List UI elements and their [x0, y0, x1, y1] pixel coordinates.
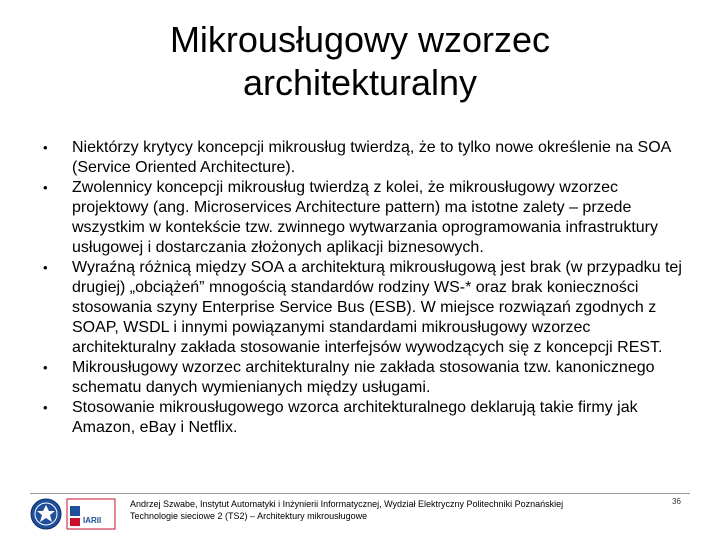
footer-author-line: Andrzej Szwabe, Instytut Automatyki i Inżynierii Informatycznej, Wydział Elektryczny Politechniki Poznańskiej	[130, 499, 564, 509]
bullet-text: Wyraźną różnicą między SOA a architekturą mikrousługową jest brak (w przypadku tej drugiej) „obciążeń” mnogością standardów rodziny WS-* oraz brak konieczności stosowania szyny Enterprise Service Bus (ESB). W miejsce rozwiązań zgodnych z SOAP, WSDL i innymi powiązanymi standardami mikrousługowy wzorzec architekturalny zakłada stosowanie interfejsów wywodzących się z koncepcji REST.	[72, 259, 682, 356]
iarii-logo-text: IARII	[83, 516, 102, 525]
bullet-text: Zwolennicy koncepcji mikrousług twierdzą z kolei, że mikrousługowy wzorzec projektowy (ang. Microservices Architecture pattern) ma istotne zalety – przede wszystkim w kontekście tzw. zwinnego wytwarzania oprogramowania infrastruktury usługowej i dostarczania złożonych aplikacji biznesowych.	[72, 179, 658, 256]
bullet-icon: •	[43, 180, 48, 195]
slide-title-line-2: architekturalny	[242, 62, 478, 103]
footer-divider	[30, 493, 690, 494]
page-number: 36	[672, 497, 681, 506]
bullet-icon: •	[43, 260, 48, 275]
bullet-item-canonical-schema	[40, 358, 685, 398]
footer-text	[130, 498, 650, 522]
bullet-text: Mikrousługowy wzorzec architekturalny nie zakłada stosowania tzw. kanonicznego schematu danych wymienianych między usługami.	[72, 359, 655, 396]
bullet-text: Stosowanie mikrousługowego wzorca architekturalnego deklarują takie firmy jak Amazon, eBay i Netflix.	[72, 399, 638, 436]
slide-title	[110, 18, 610, 104]
bullet-item-companies	[40, 398, 685, 438]
bullet-item-critics	[40, 138, 685, 178]
footer-course-line: Technologie sieciowe 2 (TS2) – Architektury mikrousługowe	[130, 511, 368, 521]
bullet-text: Niektórzy krytycy koncepcji mikrousług twierdzą, że to tylko nowe określenie na SOA (Service Oriented Architecture).	[72, 139, 671, 176]
bullet-icon: •	[43, 360, 48, 375]
slide-title-line-1: Mikrousługowy wzorzec	[169, 19, 551, 60]
bullet-icon: •	[43, 400, 48, 415]
university-seal-icon	[30, 498, 62, 530]
bullet-list	[40, 138, 685, 438]
bullet-item-soa-difference	[40, 258, 685, 358]
iarii-logo-icon	[66, 498, 116, 530]
bullet-icon: •	[43, 140, 48, 155]
bullet-item-supporters	[40, 178, 685, 258]
